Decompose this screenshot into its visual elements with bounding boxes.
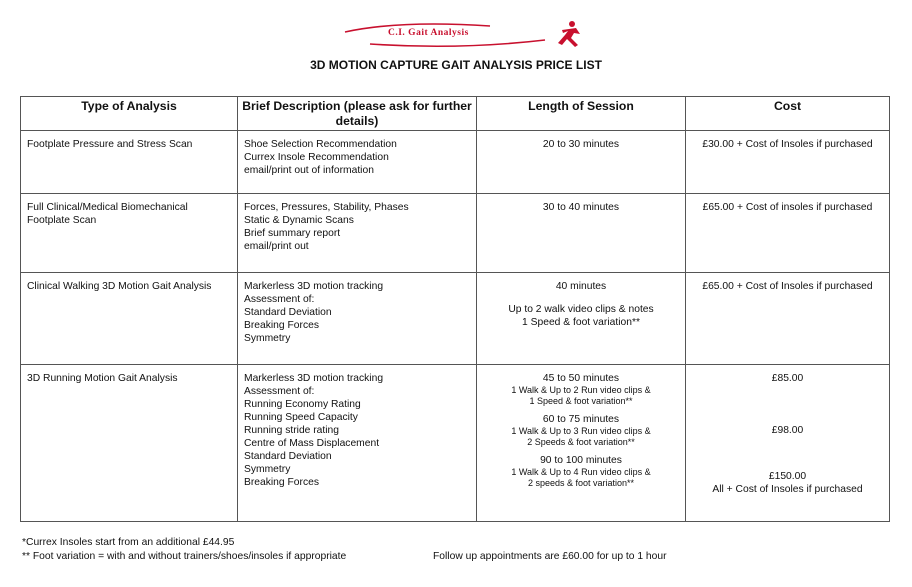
session-cost: £65.00 + Cost of insoles if purchased xyxy=(686,194,890,273)
option-detail: 2 speeds & foot variation** xyxy=(527,478,635,488)
column-header-description: Brief Description (please ask for further details) xyxy=(238,97,477,131)
option-detail: 1 Speed & foot variation** xyxy=(529,396,633,406)
session-cost: £30.00 + Cost of Insoles if purchased xyxy=(686,131,890,194)
description-line: Forces, Pressures, Stability, Phases xyxy=(244,202,409,213)
insole-note: *Currex Insoles start from an additional £44.95 xyxy=(22,537,235,548)
session-length xyxy=(477,365,686,522)
description-line: Static & Dynamic Scans xyxy=(244,215,354,226)
description-line: Centre of Mass Displacement xyxy=(244,438,380,449)
table-row xyxy=(21,194,890,273)
type-line: Footplate Scan xyxy=(27,215,97,226)
option-detail: 1 Walk & Up to 3 Run video clips & xyxy=(511,426,651,436)
description-line: Markerless 3D motion tracking xyxy=(244,281,384,292)
page-title: 3D MOTION CAPTURE GAIT ANALYSIS PRICE LIST xyxy=(310,58,602,72)
type-line: Full Clinical/Medical Biomechanical xyxy=(27,202,188,213)
analysis-description xyxy=(238,273,477,365)
description-line: Breaking Forces xyxy=(244,477,319,488)
table-row xyxy=(21,365,890,522)
foot-variation-note: ** Foot variation = with and without trainers/shoes/insoles if appropriate xyxy=(22,551,347,562)
table-header-row xyxy=(21,97,890,131)
description-line: Running Economy Rating xyxy=(244,399,361,410)
option-detail: 2 Speeds & foot variation** xyxy=(527,437,635,447)
logo-text: C.I. Gait Analysis xyxy=(388,28,469,38)
price-option: All + Cost of Insoles if purchased xyxy=(712,484,863,495)
description-line: Currex Insole Recommendation xyxy=(244,152,389,163)
description-line: Shoe Selection Recommendation xyxy=(244,139,397,150)
length-line: Up to 2 walk video clips & notes xyxy=(508,304,654,315)
description-line: email/print out xyxy=(244,241,309,252)
analysis-description xyxy=(238,194,477,273)
price-option: £98.00 xyxy=(771,425,804,436)
duration-option: 90 to 100 minutes xyxy=(540,455,622,466)
analysis-type xyxy=(21,194,238,273)
table-row xyxy=(21,273,890,365)
description-line: Running Speed Capacity xyxy=(244,412,358,423)
description-line: Running stride rating xyxy=(244,425,340,436)
length-line: 1 Speed & foot variation** xyxy=(522,317,640,328)
duration-option: 60 to 75 minutes xyxy=(542,414,620,425)
price-option: £85.00 xyxy=(771,373,804,384)
price-option: £150.00 xyxy=(768,471,807,482)
follow-up-note: Follow up appointments are £60.00 for up to 1 hour xyxy=(433,551,667,562)
column-header-length: Length of Session xyxy=(477,97,686,131)
column-header-type: Type of Analysis xyxy=(21,97,238,131)
description-line: Assessment of: xyxy=(244,386,315,397)
session-cost xyxy=(686,365,890,522)
column-header-cost: Cost xyxy=(686,97,890,131)
description-line: Markerless 3D motion tracking xyxy=(244,373,384,384)
option-detail: 1 Walk & Up to 2 Run video clips & xyxy=(511,385,651,395)
session-length xyxy=(477,273,686,365)
session-cost: £65.00 + Cost of Insoles if purchased xyxy=(686,273,890,365)
table-row xyxy=(21,131,890,194)
runner-icon xyxy=(558,21,580,47)
option-detail: 1 Walk & Up to 4 Run video clips & xyxy=(511,467,651,477)
analysis-description xyxy=(238,365,477,522)
analysis-type: Clinical Walking 3D Motion Gait Analysis xyxy=(21,273,238,365)
analysis-type: Footplate Pressure and Stress Scan xyxy=(21,131,238,194)
session-length: 30 to 40 minutes xyxy=(477,194,686,273)
description-line: Standard Deviation xyxy=(244,307,332,318)
description-line: Symmetry xyxy=(244,464,291,475)
duration-option: 45 to 50 minutes xyxy=(542,373,620,384)
length-line: 40 minutes xyxy=(555,281,607,292)
analysis-type: 3D Running Motion Gait Analysis xyxy=(21,365,238,522)
session-length: 20 to 30 minutes xyxy=(477,131,686,194)
company-logo xyxy=(340,18,590,52)
description-line: email/print out of information xyxy=(244,165,374,176)
description-line: Brief summary report xyxy=(244,228,341,239)
price-table xyxy=(20,96,890,522)
description-line: Standard Deviation xyxy=(244,451,332,462)
description-line: Assessment of: xyxy=(244,294,315,305)
description-line: Symmetry xyxy=(244,333,291,344)
description-line: Breaking Forces xyxy=(244,320,319,331)
analysis-description xyxy=(238,131,477,194)
